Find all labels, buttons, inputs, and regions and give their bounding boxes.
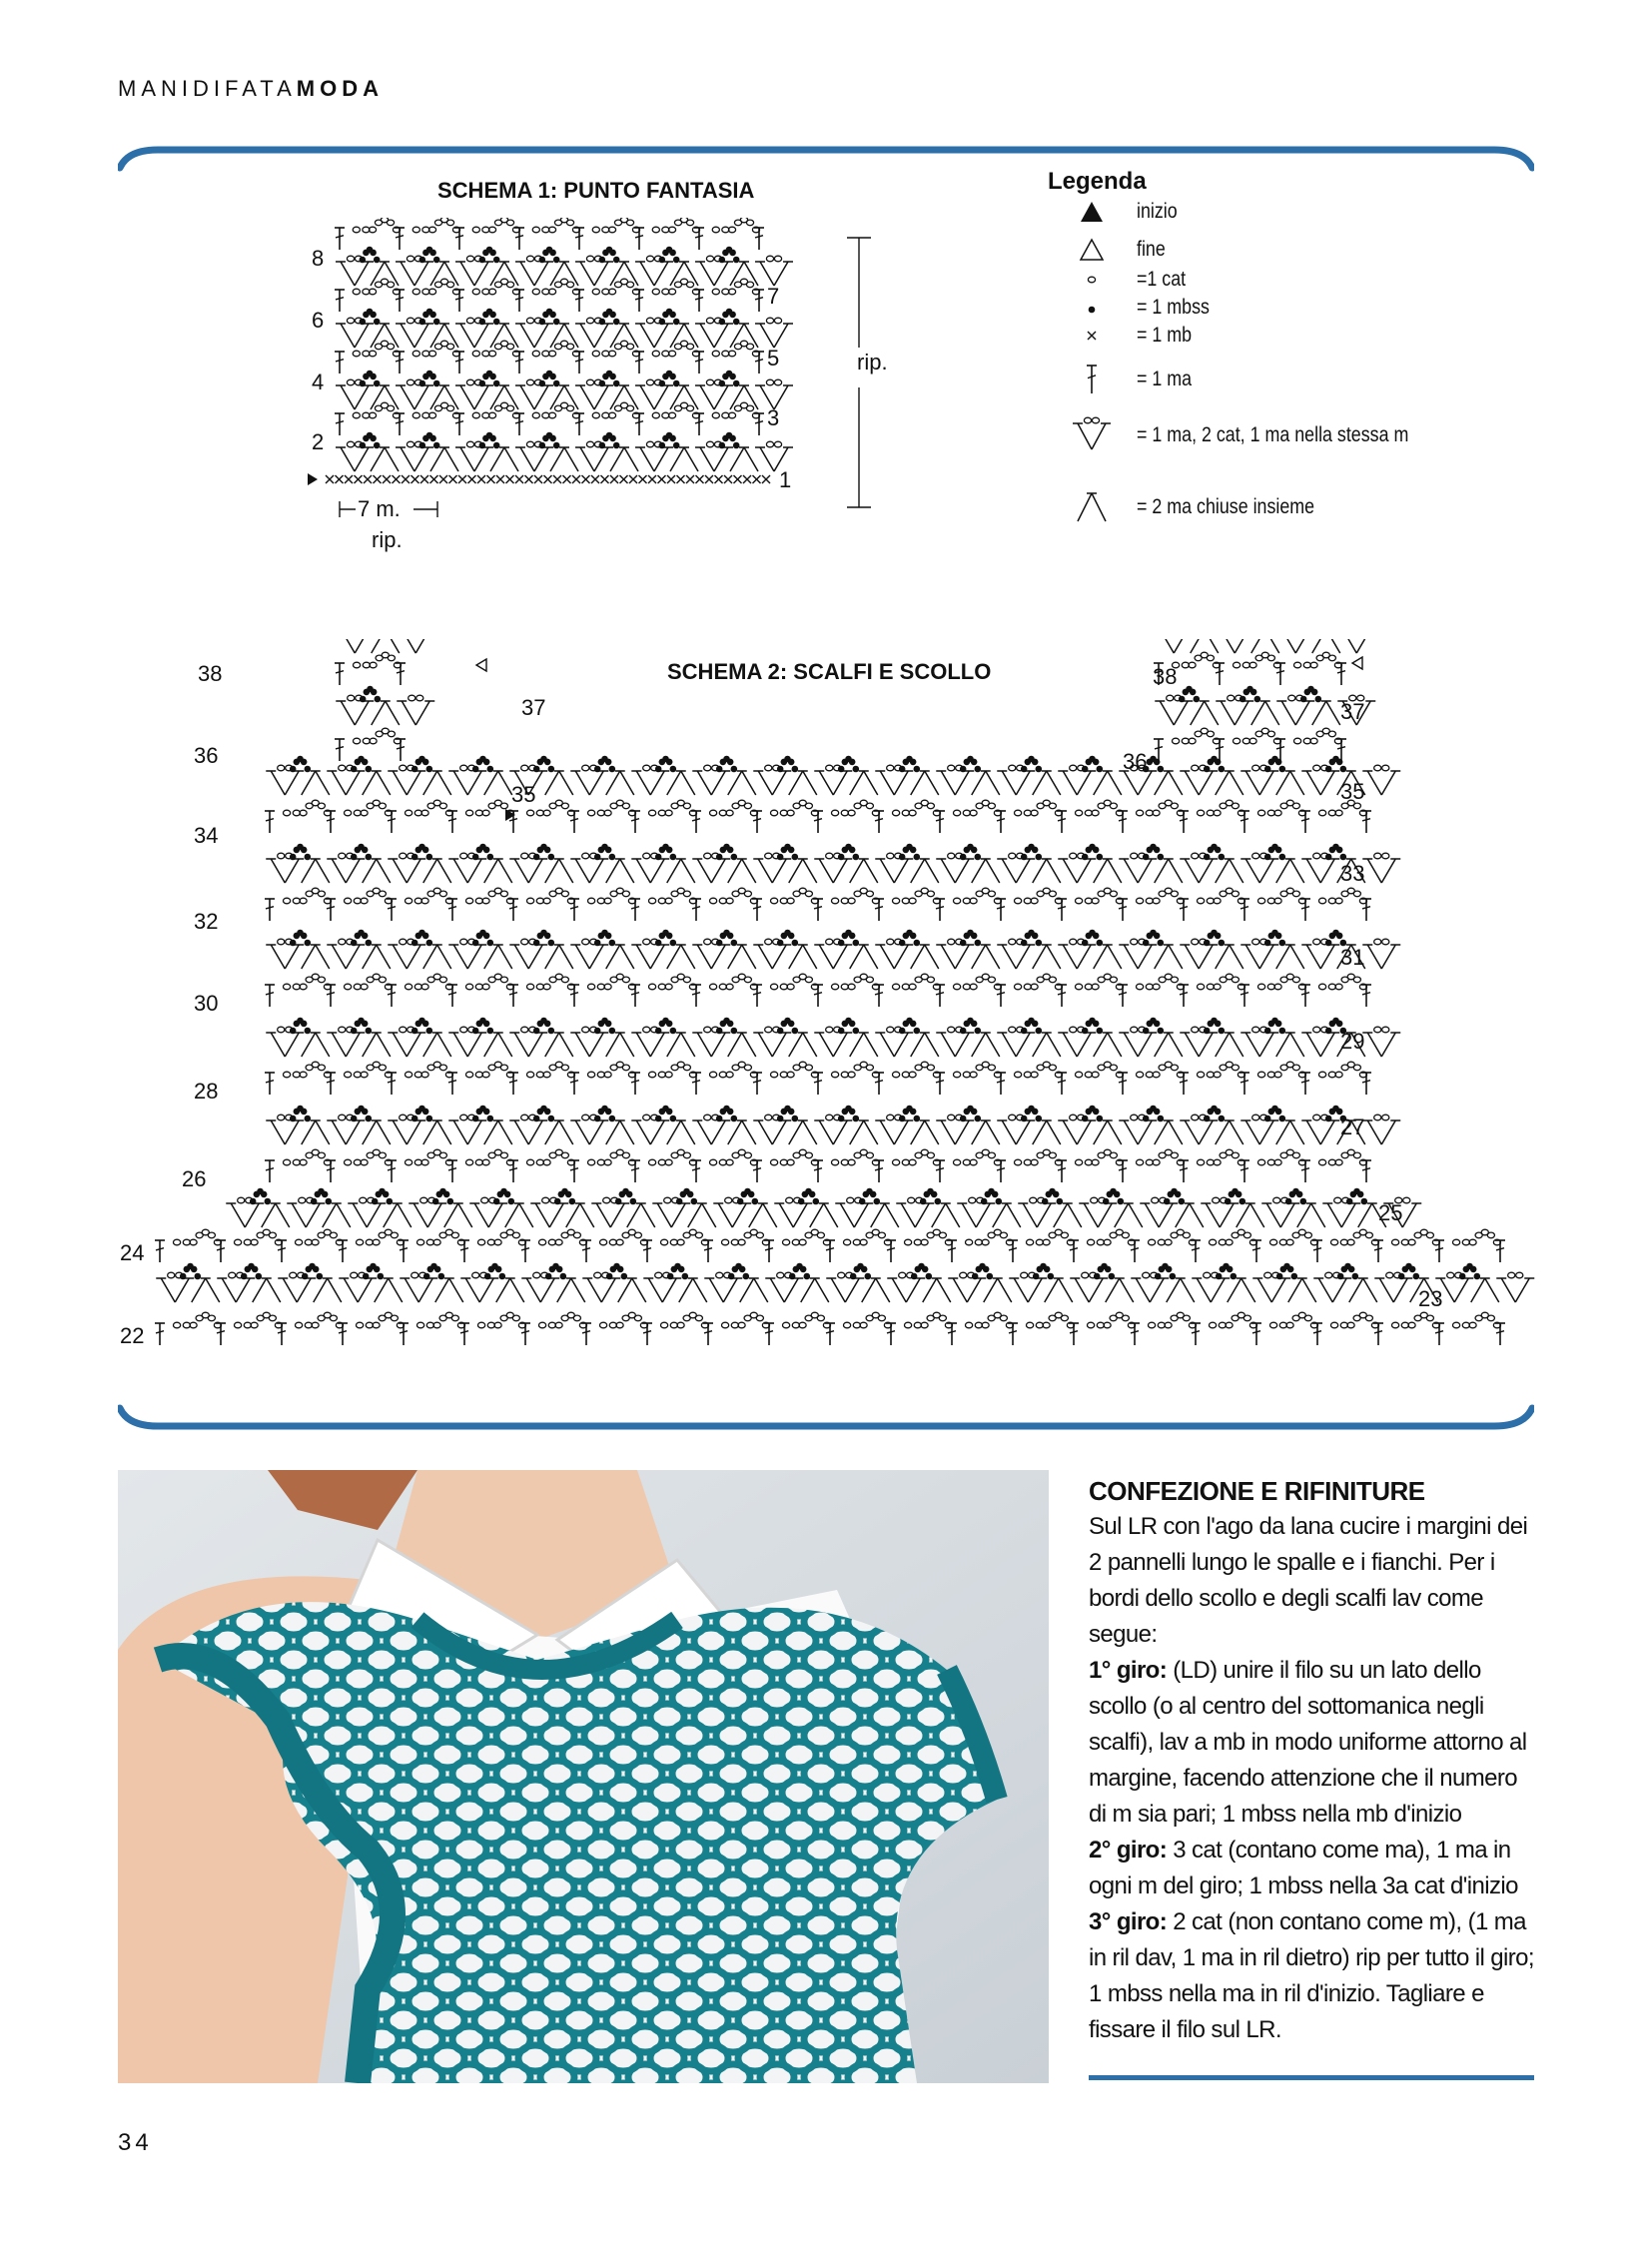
legend-label: fine <box>1137 238 1166 261</box>
legend-item <box>1047 364 1202 395</box>
schema2-row-left-32: 32 <box>194 909 219 934</box>
schema2-row-inner-35: 35 <box>511 782 536 807</box>
schema2-row-left-36: 36 <box>194 743 219 768</box>
step3-text: 2 cat (non contano come m), (1 ma in ril dav, 1 ma in ril dietro) rip per tutto il giro; 1 mbss nella ma in ril d'inizio. Tagliare e fissare il filo sul LR. <box>1089 1908 1534 2043</box>
schema1-row-right-5: 5 <box>767 346 780 371</box>
schema2-row-left-34: 34 <box>194 823 219 848</box>
vest-illustration <box>118 1470 1049 2083</box>
step2-label: 2° giro: <box>1089 1837 1168 1864</box>
decrease-icon <box>1047 491 1137 523</box>
cross-icon <box>1047 320 1137 352</box>
step2-text: 3 cat (contano come ma), 1 ma in ogni m del giro; 1 mbss nella 3a cat d'inizio <box>1089 1837 1518 1899</box>
schema1-stitch-repeat-sub: rip. <box>372 527 403 552</box>
legend-label: = 1 ma, 2 cat, 1 ma nella stessa m <box>1137 423 1409 446</box>
product-photo <box>118 1470 1049 2083</box>
legend-label: inizio <box>1137 200 1178 223</box>
schema2-row-left-28: 28 <box>194 1079 219 1104</box>
ma-icon <box>1047 364 1137 395</box>
schema1-row-left-6: 6 <box>312 308 325 333</box>
step3-label: 3° giro: <box>1089 1908 1168 1935</box>
legend-label: = 1 mbss <box>1137 296 1210 319</box>
schema2-row-inner-38: 38 <box>1153 664 1178 689</box>
article-rule <box>1089 2075 1534 2080</box>
schema1-row-right-1: 1 <box>779 467 792 492</box>
schema2-row-right-29: 29 <box>1340 1029 1365 1054</box>
finishing-instructions <box>1089 1476 1538 2048</box>
start-marker-icon <box>308 473 318 485</box>
schema1-repeat-label: rip. <box>857 350 888 374</box>
schema2-row-right-35: 35 <box>1340 779 1365 804</box>
legend-title: Legenda <box>1048 168 1147 195</box>
schema1-row-left-4: 4 <box>312 370 325 394</box>
legend-item <box>1047 419 1456 451</box>
legend-item <box>1047 491 1346 523</box>
schema2-row-right-37: 37 <box>1340 699 1365 724</box>
schema2-row-inner-36: 36 <box>1123 749 1148 774</box>
schema2-row-right-31: 31 <box>1340 945 1365 970</box>
article-body <box>1089 1509 1538 2048</box>
legend-item <box>1047 196 1185 228</box>
schema2-row-left-24: 24 <box>120 1240 145 1265</box>
legend-label: =1 cat <box>1137 268 1187 291</box>
schema2-row-left-22: 22 <box>120 1323 145 1348</box>
schema2-row-right-23: 23 <box>1418 1286 1443 1311</box>
schema1-row-right-7: 7 <box>767 284 780 309</box>
schema2-row-left-38: 38 <box>198 661 223 686</box>
schema2-row-left-26: 26 <box>182 1166 207 1191</box>
schema2-row-inner-37: 37 <box>521 695 546 720</box>
step1-label: 1° giro: <box>1089 1657 1168 1684</box>
legend-label: = 1 ma <box>1137 368 1193 390</box>
legend-item <box>1047 320 1202 352</box>
schema1-row-left-2: 2 <box>312 429 325 454</box>
article-intro: Sul LR con l'ago da lana cucire i margini dei 2 pannelli lungo le spalle e i fianchi. Per i bordi dello scollo e degli scalfi lav come segue: <box>1089 1513 1528 1648</box>
legend-label: = 1 mb <box>1137 324 1193 347</box>
filled-triangle-icon <box>1047 196 1137 228</box>
schema2-title: SCHEMA 2: SCALFI E SCOLLO <box>667 659 992 684</box>
magazine-header <box>118 76 384 102</box>
step1-text: (LD) unire il filo su un lato dello scollo (o al centro del sottomanica negli scalfi), lav a mb in modo uniforme attorno al margine, facendo attenzione che il numero di m sia pari; 1 mbss nella mb d'inizio <box>1089 1657 1527 1828</box>
end-marker-icon <box>476 659 486 671</box>
schema1-chart <box>300 218 919 637</box>
brand-bold: MODA <box>296 76 384 101</box>
schema1-row-right-3: 3 <box>767 405 780 430</box>
schema2-chart <box>120 639 1538 1408</box>
legend-label: = 2 ma chiuse insieme <box>1137 495 1315 518</box>
article-title: CONFEZIONE E RIFINITURE <box>1089 1476 1425 1506</box>
page-number: 34 <box>118 2129 153 2156</box>
schema2-row-right-33: 33 <box>1340 861 1365 886</box>
brand-regular: MANIDIFATA <box>118 76 297 101</box>
schema2-row-right-25: 25 <box>1378 1200 1403 1225</box>
schema1-stitch-repeat: 7 m. <box>358 496 401 521</box>
schema1-title: SCHEMA 1: PUNTO FANTASIA <box>437 178 755 203</box>
v-shell-icon <box>1047 419 1137 451</box>
schema1-row-left-8: 8 <box>312 246 325 271</box>
end-marker-icon <box>1352 657 1362 669</box>
schema2-row-right-27: 27 <box>1340 1115 1365 1139</box>
schema2-row-left-30: 30 <box>194 991 219 1016</box>
